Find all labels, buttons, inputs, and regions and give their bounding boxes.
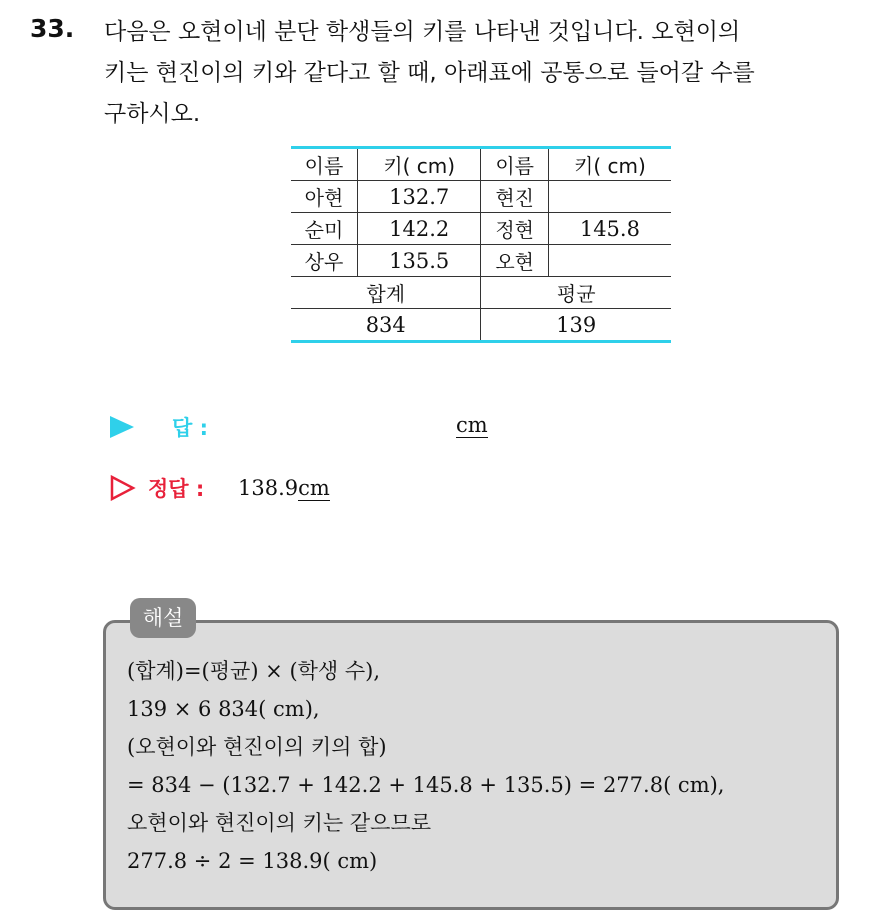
table-row xyxy=(291,213,671,245)
solution-line: 오현이와 현진이의 키는 같으므로 xyxy=(127,811,432,835)
correct-answer-row xyxy=(110,472,530,506)
name-cell: 현진 xyxy=(481,181,548,213)
solution-line: = 834 − (132.7 + 142.2 + 145.8 + 135.5) = 277.8( cm), xyxy=(127,773,725,797)
solution-line: 139 × 6 834( cm), xyxy=(127,697,320,721)
answer-label: 답 : xyxy=(172,416,208,440)
solution-line: (오현이와 현진이의 키의 합) xyxy=(127,735,387,759)
solution-tab: 해설 xyxy=(130,598,196,638)
correct-value-group xyxy=(238,476,330,500)
solution-lines xyxy=(127,652,724,880)
avg-label: 평균 xyxy=(481,277,671,309)
outline-triangle-icon xyxy=(110,475,136,501)
table-row xyxy=(291,245,671,277)
name-cell: 아현 xyxy=(291,181,357,213)
correct-label: 정답 : xyxy=(148,477,205,501)
play-triangle-icon xyxy=(110,416,134,438)
table-header-row xyxy=(291,148,671,181)
table-summary-label-row xyxy=(291,277,671,309)
question-text xyxy=(104,12,864,135)
header-cell: 이름 xyxy=(481,148,548,181)
answer-unit: cm xyxy=(456,413,488,437)
question-line: 구하시오. xyxy=(104,101,201,127)
correct-value: 138.9 xyxy=(238,476,299,500)
header-cell: 키( cm) xyxy=(548,148,671,181)
answer-row xyxy=(110,410,530,444)
question-number: 33. xyxy=(30,14,75,43)
correct-unit: cm xyxy=(298,476,330,500)
question-line: 키는 현진이의 키와 같다고 할 때, 아래표에 공통으로 들어갈 수를 xyxy=(104,60,755,86)
height-table xyxy=(291,146,671,343)
question-line: 다음은 오현이네 분단 학생들의 키를 나타낸 것입니다. 오현이의 xyxy=(104,19,741,45)
name-cell: 순미 xyxy=(291,213,357,245)
height-cell-blank xyxy=(548,245,671,277)
header-cell: 이름 xyxy=(291,148,357,181)
height-cell: 145.8 xyxy=(548,213,671,245)
solution-line: (합계)=(평균) × (학생 수), xyxy=(127,659,381,683)
height-cell: 132.7 xyxy=(357,181,481,213)
height-cell-blank xyxy=(548,181,671,213)
name-cell: 오현 xyxy=(481,245,548,277)
header-cell: 키( cm) xyxy=(357,148,481,181)
avg-value: 139 xyxy=(481,309,671,342)
height-cell: 142.2 xyxy=(357,213,481,245)
solution-line: 277.8 ÷ 2 = 138.9( cm) xyxy=(127,849,378,873)
height-cell: 135.5 xyxy=(357,245,481,277)
sum-value: 834 xyxy=(291,309,481,342)
name-cell: 상우 xyxy=(291,245,357,277)
table-row xyxy=(291,181,671,213)
table-summary-value-row xyxy=(291,309,671,342)
sum-label: 합계 xyxy=(291,277,481,309)
name-cell: 정현 xyxy=(481,213,548,245)
